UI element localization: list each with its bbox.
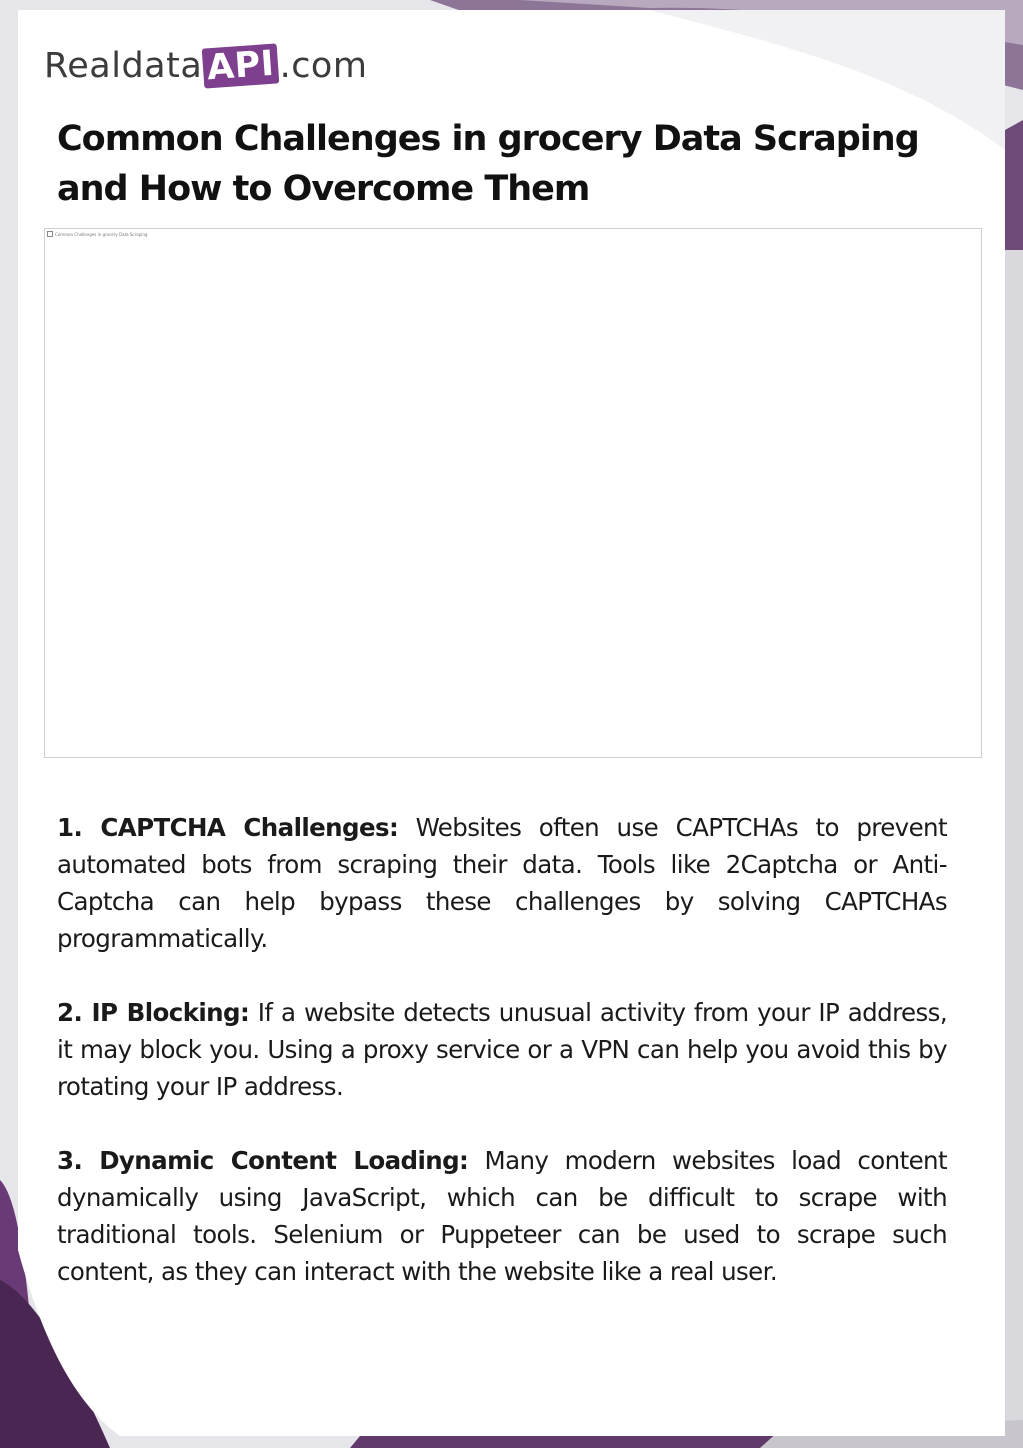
section-text: Websites often use CAPTCHAs to prevent automated bots from scraping their data. Tools like 2Captcha or Anti-Captcha can help bypass these challenges by solving CAPTCHAs programmatically. <box>57 813 947 953</box>
section-heading: 1. CAPTCHA Challenges: <box>57 813 399 842</box>
logo-wordmark: Realdata <box>44 46 203 86</box>
logo-domain: .com <box>279 46 368 86</box>
section-text: If a website detects unusual activity from your IP address, it may block you. Using a proxy service or a VPN can help you avoid this by rotating your IP address. <box>57 998 948 1101</box>
section-captcha <box>57 809 947 957</box>
section-heading: 2. IP Blocking: <box>57 998 250 1027</box>
page-title: Common Challenges in grocery Data Scraping and How to Overcome Them <box>57 119 919 209</box>
broken-image-icon <box>47 231 53 237</box>
section-dynamic-content <box>57 1142 947 1290</box>
section-heading: 3. Dynamic Content Loading: <box>57 1146 469 1175</box>
article-body <box>57 809 947 1327</box>
article-image <box>44 228 982 758</box>
logo-api-badge: API <box>202 43 280 88</box>
broken-image-placeholder <box>47 231 147 237</box>
brand-logo[interactable] <box>44 38 367 94</box>
section-text: Many modern websites load content dynamically using JavaScript, which can be difficult to scrape with traditional tools. Selenium or Puppeteer can be used to scrape such content, as they can interact with the website like a real user. <box>57 1146 947 1286</box>
broken-image-alt-text: Common Challenges in grocery Data Scraping <box>55 231 148 237</box>
section-ip-blocking <box>57 994 947 1105</box>
